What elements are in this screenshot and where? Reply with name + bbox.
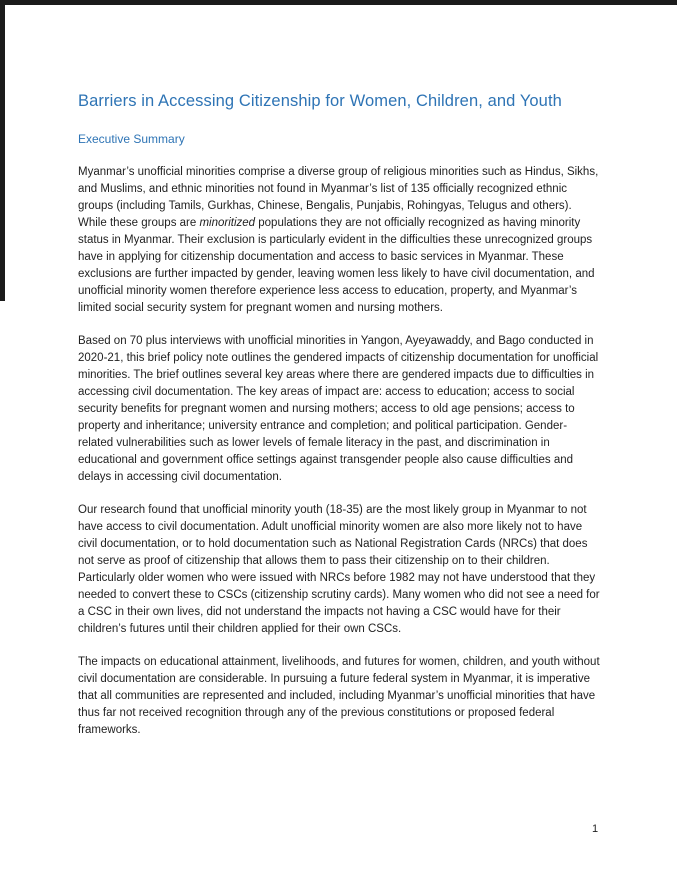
paragraph-2: Based on 70 plus interviews with unofficial minorities in Yangon, Ayeyawaddy, and Bago conducted in 2020-21, this brief policy note outlines the gendered impacts of citizenship documentation for unofficial minorities. The brief outlines several key areas where there are gendered impacts due to difficulties in accessing civil documentation. The key areas of impact are: access to education; access to social security benefits for pregnant women and nursing mothers; access to old age pensions; access to property and inheritance; university entrance and completion; and political participation. Gender-related vulnerabilities such as lower levels of female literacy in the past, and discrimination in educational and government office settings against transgender people also cause difficulties and delays in accessing civil documentation. xyxy=(78,335,599,483)
section-heading-executive-summary: Executive Summary xyxy=(78,132,185,146)
paragraph-3: Our research found that unofficial minority youth (18-35) are the most likely group in Myanmar to not have access to civil documentation. Adult unofficial minority women are also more likely not to have civil documentation, or to hold documentation such as National Registration Cards (NRCs) that does not serve as proof of citizenship that allows them to pass their citizenship on to their children. Particularly older women who were issued with NRCs before 1982 may not have understood that they needed to convert these to CSCs (citizenship scrutiny cards). Many women who did not see a need for a CSC in their own lives, did not understand the impacts not having a CSC would have for their children’s futures until their children applied for their own CSCs. xyxy=(78,504,600,635)
document-title: Barriers in Accessing Citizenship for Women, Children, and Youth xyxy=(78,92,562,110)
body-text xyxy=(78,164,601,739)
paragraph-1: Myanmar’s unofficial minorities comprise a diverse group of religious minorities such as Hindus, Sikhs, and Muslims, and ethnic minorities not found in Myanmar’s list of 135 officially recognized ethnic groups (including Tamils, Gurkhas, Chinese, Bengalis, Punjabis, Rohingyas, Telugus and others). While these groups are minoritized populations they are not officially recognized as having minority status in Myanmar. Their exclusion is particularly evident in the difficulties these unrecognized groups have in applying for citizenship documentation and access to basic services in Myanmar. These exclusions are further impacted by gender, leaving women less likely to have civil documentation, and unofficial minority women therefore experience less access to education, property, and Myanmar’s limited social security system for pregnant women and nursing mothers. xyxy=(78,166,599,314)
paragraph-4: The impacts on educational attainment, livelihoods, and futures for women, children, and youth without civil documentation are considerable. In pursuing a future federal system in Myanmar, it is imperative that all communities are represented and included, including Myanmar’s unofficial minorities that have thus far not received recognition through any of the previous constitutions or proposed federal frameworks. xyxy=(78,656,600,736)
page-number: 1 xyxy=(592,823,599,835)
